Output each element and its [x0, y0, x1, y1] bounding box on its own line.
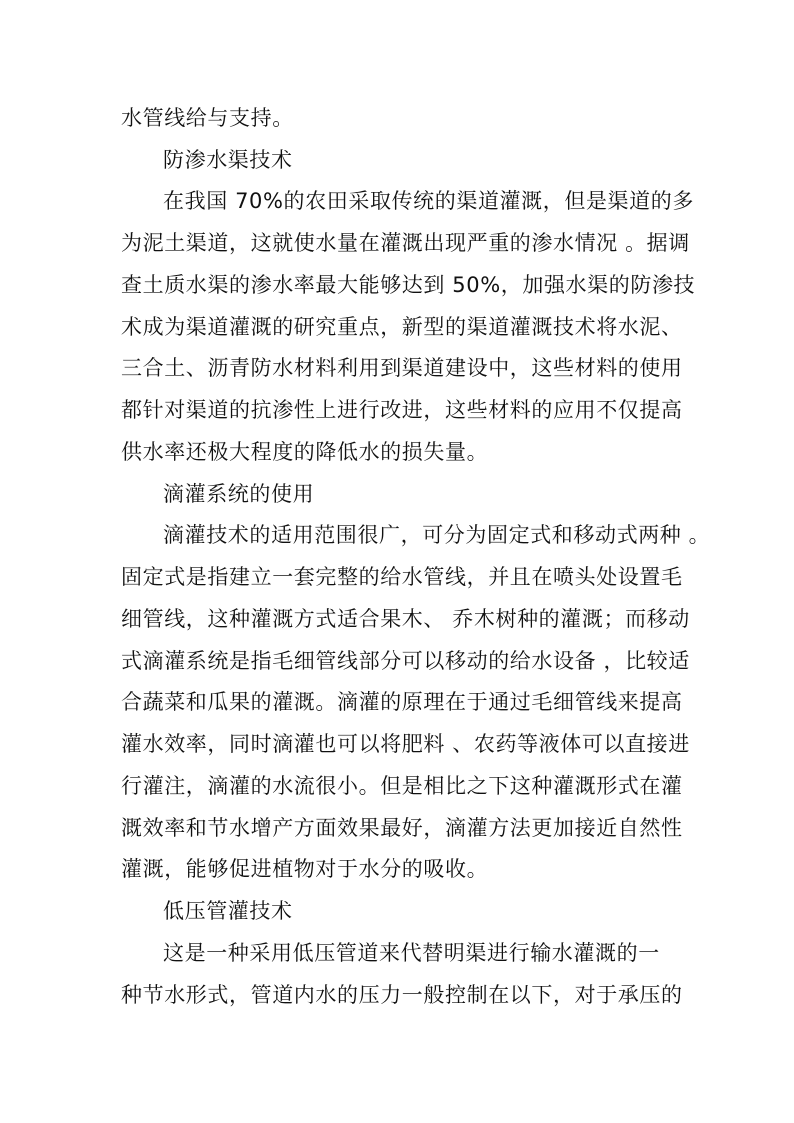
body-line: 都针对渠道的抗渗性上进行改进，这些材料的应用不仅提高: [121, 398, 683, 422]
section-heading: 滴灌系统的使用: [163, 482, 315, 506]
body-line: 固定式是指建立一套完整的给水管线，并且在喷头处设置毛: [121, 565, 683, 589]
body-line: 水管线给与支持。: [121, 106, 294, 130]
body-line: 在我国 70%的农田采取传统的渠道灌溉，但是渠道的多: [163, 189, 694, 213]
body-line: 种节水形式，管道内水的压力一般控制在以下，对于承压的: [121, 983, 683, 1007]
body-line: 细管线，这种灌溉方式适合果木、 乔木树种的灌溉；而移动: [121, 607, 690, 631]
body-line: 滴灌技术的适用范围很广，可分为固定式和移动式两种 。: [163, 523, 711, 547]
body-line: 查土质水渠的渗水率最大能够达到 50%，加强水渠的防渗技: [121, 273, 696, 297]
body-line: 术成为渠道灌溉的研究重点，新型的渠道灌溉技术将水泥、: [121, 315, 683, 339]
section-heading: 低压管灌技术: [163, 899, 293, 923]
body-line: 溉效率和节水增产方面效果最好，滴灌方法更加接近自然性: [121, 816, 683, 840]
body-line: 行灌注，滴灌的水流很小。但是相比之下这种灌溉形式在灌: [121, 774, 683, 798]
body-line: 灌溉，能够促进植物对于水分的吸收。: [121, 857, 489, 881]
body-line: 合蔬菜和瓜果的灌溉。滴灌的原理在于通过毛细管线来提高: [121, 690, 683, 714]
body-line: 供水率还极大程度的降低水的损失量。: [121, 440, 489, 464]
body-line: 这是一种采用低压管道来代替明渠进行输水灌溉的一: [163, 941, 660, 965]
body-line: 为泥土渠道，这就使水量在灌溉出现严重的渗水情况 。据调: [121, 231, 690, 255]
body-line: 灌水效率，同时滴灌也可以将肥料 、农药等液体可以直接进: [121, 732, 690, 756]
body-line: 三合土、沥青防水材料利用到渠道建设中，这些材料的使用: [121, 356, 683, 380]
body-line: 式滴灌系统是指毛细管线部分可以移动的给水设备 ，比较适: [121, 649, 690, 673]
section-heading: 防渗水渠技术: [163, 148, 293, 172]
